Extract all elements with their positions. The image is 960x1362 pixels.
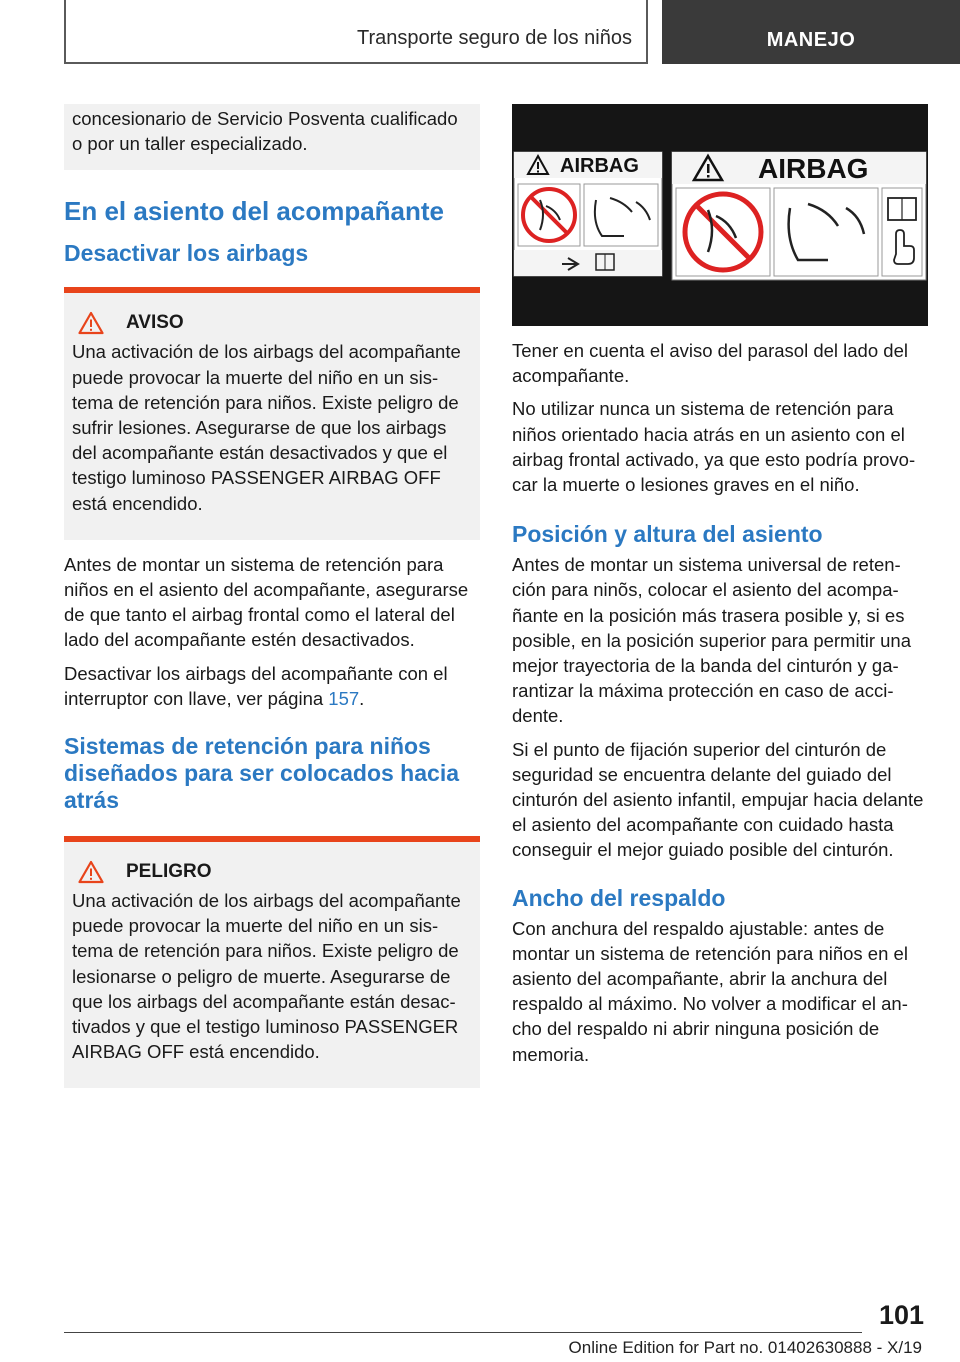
running-header xyxy=(64,0,648,64)
danger-label: PELIGRO xyxy=(126,861,212,883)
left-column xyxy=(64,104,480,1100)
footer-rule xyxy=(64,1332,862,1333)
header-section-title: Transporte seguro de los niños xyxy=(357,27,632,49)
warning-box-peligro xyxy=(64,836,480,1088)
warning-triangle-icon xyxy=(78,860,104,884)
page-reference-link[interactable]: 157 xyxy=(328,687,360,709)
right-column xyxy=(512,104,928,1075)
continued-note-box xyxy=(64,104,480,170)
footer-edition: Online Edition for Part no. 01402630888 - X/19 xyxy=(568,1338,922,1357)
paragraph-seat-position: Antes de montar un sistema universal de retención para ninõs, colocar el asiento del acompañante en la posición más trasera posible y, si es posible, en la posición superior para permitir una mejor trayectoria de la banda del cinturón y garantizar la máxima protección en caso de accidente. xyxy=(512,554,911,727)
danger-text: Una activación de los airbags del acompañante puede provocar la muerte del niño en un sistema de retención para niños. Existe peligro de lesionarse o peligro de muerte. Asegurarse de que los airbags del acompañante están desactivados y que el testigo luminoso PASSENGER AIRBAG OFF está encendido. xyxy=(72,890,461,1063)
subsection-heading-backrest-width: Ancho del respaldo xyxy=(512,884,726,911)
paragraph-key-switch: Desactivar los airbags del acompañante con el interruptor con llave, ver página 157. xyxy=(64,662,448,709)
intro-continued-text: concesionario de Servicio Posventa cualificado o por un taller especializado. xyxy=(72,108,458,155)
subsection-heading-airbags: Desactivar los airbags xyxy=(64,240,309,267)
chapter-tab-label: MANEJO xyxy=(766,29,856,51)
warning-box-aviso xyxy=(64,287,480,539)
section-heading: En el asiento del acompañante xyxy=(64,196,444,227)
paragraph-backrest-width: Con anchura del respaldo ajustable: antes de montar un sistema de retención para niños en el asiento del acompañante, abrir la anchura del respaldo al máximo. No volver a modificar el ancho del respaldo ni abrir ninguna posición de memoria. xyxy=(512,917,908,1065)
airbag-warning-label-figure xyxy=(512,104,928,326)
subsection-heading-rear-facing: Sistemas de retención para niños diseñados para ser colocados hacia atrás xyxy=(64,733,459,814)
subsection-heading-seat-position: Posición y altura del asiento xyxy=(512,521,823,548)
page-number: 101 xyxy=(878,1300,924,1330)
airbag-sticker-illustration xyxy=(512,104,928,326)
paragraph-never-rear-facing: No utilizar nunca un sistema de retención para niños orientado hacia atrás en un asiento con el airbag frontal activado, ya que esto podría provocar la muerte o lesiones graves en el niño. xyxy=(512,398,916,496)
paragraph-belt-anchor: Si el punto de fijación superior del cinturón de seguridad se encuentra delante del guiado del cinturón del asiento infantil, empujar hacia delante el asiento del acompañante con cuidado hasta conseguir el mejor guiado posible del cinturón. xyxy=(512,738,924,861)
warning-label: AVISO xyxy=(126,312,184,334)
paragraph-deactivate: Antes de montar un sistema de retención para niños en el asiento del acompañante, asegurarse de que tanto el airbag frontal como el lateral del lado del acompañante estén desactivados. xyxy=(64,553,469,651)
large-airbag-text: AIRBAG xyxy=(758,153,869,184)
small-airbag-text: AIRBAG xyxy=(560,155,639,177)
warning-text: Una activación de los airbags del acompañante puede provocar la muerte del niño en un sistema de retención para niños. Existe peligro de sufrir lesiones. Asegurarse de que los airbags del acompañante están desactivados y que el testigo luminoso PASSENGER AIRBAG OFF está encendido. xyxy=(72,341,461,514)
warning-triangle-icon xyxy=(78,311,104,335)
paragraph-sunvisor: Tener en cuenta el aviso del parasol del lado del acompañante. xyxy=(512,340,908,387)
chapter-tab[interactable] xyxy=(662,0,960,64)
